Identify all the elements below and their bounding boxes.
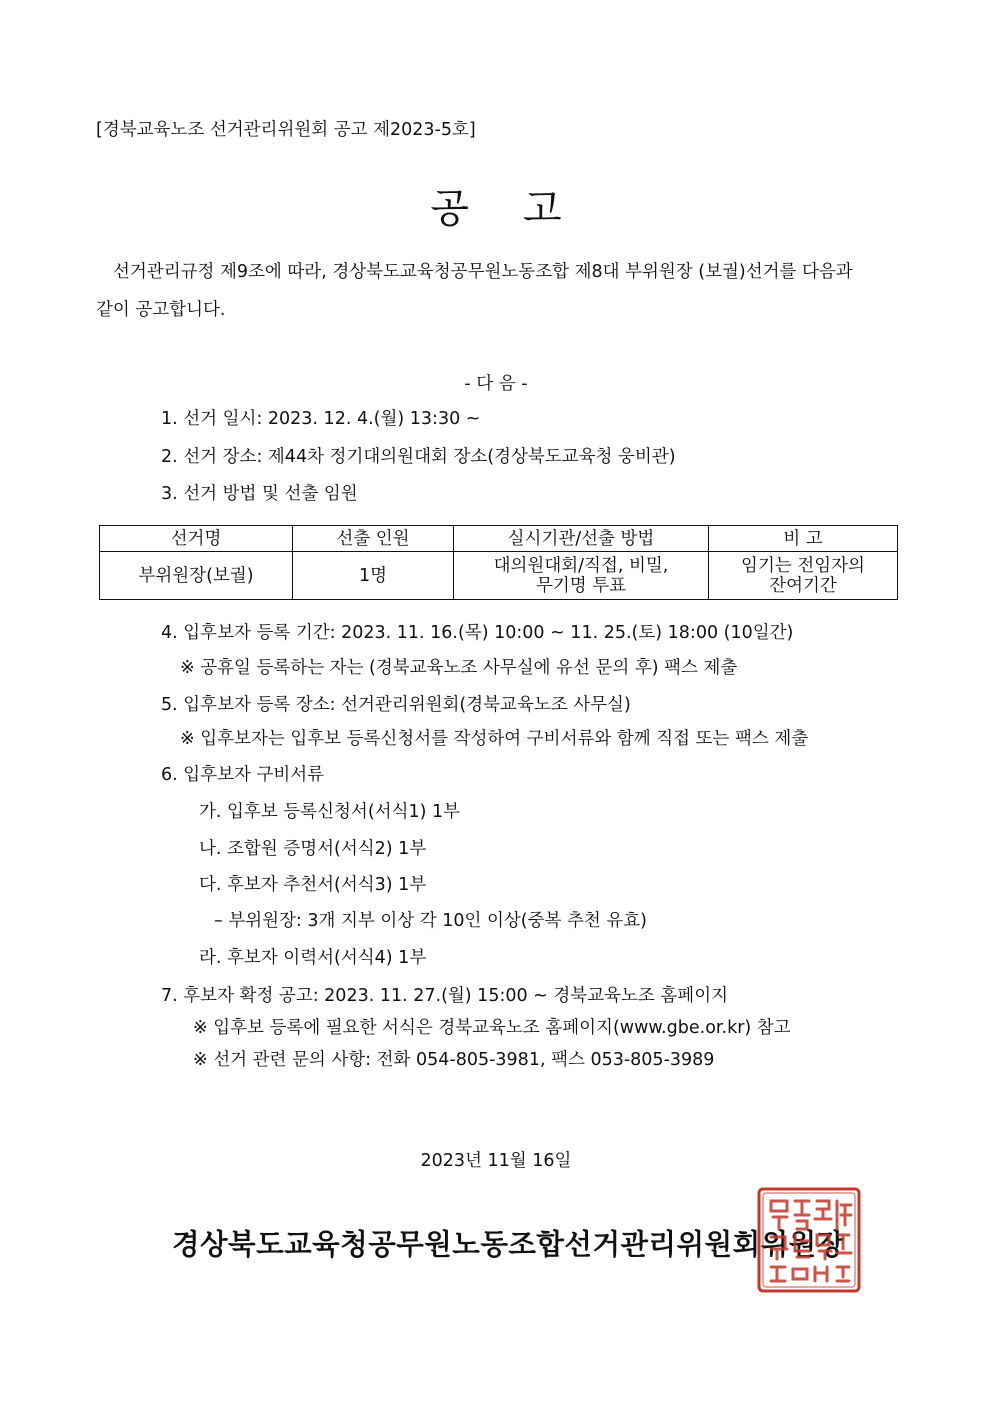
election-table: [99, 525, 898, 600]
method-line: 대의원대회/직접, 비밀,: [493, 555, 669, 576]
item-registration-period: 4. 입후보자 등록 기간: 2023. 11. 16.(목) 10:00 ~ 11. 25.(토) 18:00 (10일간): [161, 623, 794, 643]
title-char-1: 공: [430, 186, 469, 232]
item-election-date: 1. 선거 일시: 2023. 12. 4.(월) 13:30 ~: [161, 409, 481, 429]
item-required-documents: 6. 입후보자 구비서류: [161, 765, 325, 785]
item-note: ※ 공휴일 등록하는 자는 (경북교육노조 사무실에 유선 문의 후) 팩스 제출: [180, 658, 738, 678]
table-header-cell: 비 고: [709, 526, 898, 552]
item-election-method: 3. 선거 방법 및 선출 임원: [161, 484, 358, 504]
table-header-cell: 선거명: [100, 526, 293, 552]
document-item: 다. 후보자 추천서(서식3) 1부: [199, 875, 427, 895]
document-sub-note: – 부위원장: 3개 지부 이상 각 10인 이상(중복 추천 유효): [214, 911, 647, 931]
table-cell-count: 1명: [293, 552, 454, 600]
intro-paragraph-line1: 선거관리규정 제9조에 따라, 경상북도교육청공무원노동조합 제8대 부위원장 (보궐)선거를 다음과: [113, 262, 853, 282]
document-title: [0, 184, 992, 234]
title-char-2: 고: [523, 186, 562, 232]
item-registration-place: 5. 입후보자 등록 장소: 선거관리위원회(경북교육노조 사무실): [161, 695, 631, 715]
notice-reference: [경북교육노조 선거관리위원회 공고 제2023-5호]: [96, 120, 476, 140]
item-election-place: 2. 선거 장소: 제44차 정기대의원대회 장소(경상북도교육청 웅비관): [161, 447, 676, 467]
table-row: [100, 552, 898, 600]
item-note: ※ 선거 관련 문의 사항: 전화 054-805-3981, 팩스 053-805-3989: [193, 1050, 715, 1070]
intro-paragraph-line2: 같이 공고합니다.: [96, 300, 226, 320]
method-line: 무기명 투표: [535, 575, 627, 596]
table-cell-position: 부위원장(보궐): [100, 552, 293, 600]
item-note: ※ 입후보 등록에 필요한 서식은 경북교육노조 홈페이지(www.gbe.or.kr) 참고: [193, 1018, 791, 1038]
item-note: ※ 입후보자는 입후보 등록신청서를 작성하여 구비서류와 함께 직접 또는 팩스 제출: [180, 729, 809, 749]
document-item: 라. 후보자 이력서(서식4) 1부: [199, 948, 427, 968]
note-line: 잔여기간: [769, 575, 837, 596]
table-header-row: [100, 526, 898, 552]
section-heading: - 다 음 -: [464, 374, 528, 394]
note-line: 임기는 전임자의: [741, 555, 865, 576]
item-candidate-announcement: 7. 후보자 확정 공고: 2023. 11. 27.(월) 15:00 ~ 경북교육노조 홈페이지: [161, 986, 729, 1006]
table-cell-note: [709, 552, 898, 600]
table-header-cell: 실시기관/선출 방법: [454, 526, 709, 552]
table-header-cell: 선출 인원: [293, 526, 454, 552]
announcement-date: 2023년 11월 16일: [420, 1151, 572, 1171]
official-seal-icon: [757, 1187, 861, 1293]
committee-chair-signature: 경상북도교육청공무원노동조합선거관리위원회위원장: [172, 1227, 845, 1261]
table-cell-method: [454, 552, 709, 600]
document-item: 나. 조합원 증명서(서식2) 1부: [199, 839, 427, 859]
document-item: 가. 입후보 등록신청서(서식1) 1부: [199, 802, 461, 822]
